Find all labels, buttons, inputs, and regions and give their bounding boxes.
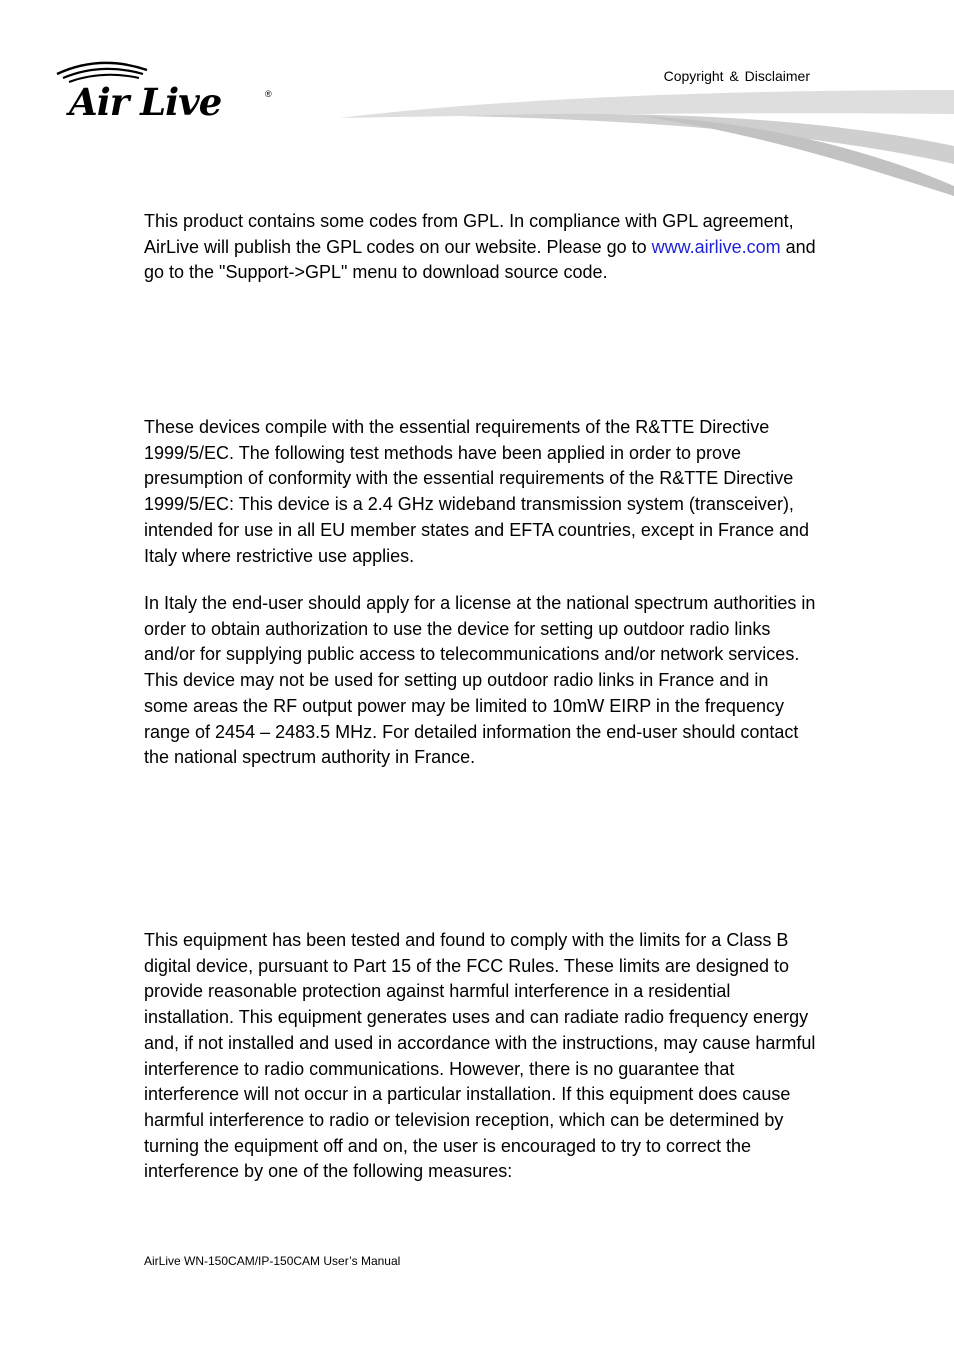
header-swoosh	[340, 86, 954, 198]
footer-manual-title: AirLive WN-150CAM/IP-150CAM User’s Manual	[144, 1254, 401, 1268]
section-title: Copyright & Disclaimer	[663, 68, 810, 84]
gpl-text-after: and go to the "Support->GPL" menu to download source code.	[144, 236, 816, 283]
registered-mark: ®	[265, 89, 272, 99]
airlive-website-link[interactable]: www.airlive.com	[651, 236, 781, 257]
airlive-logo	[55, 58, 280, 128]
gpl-text-before: This product contains some codes from GPL. In compliance with GPL agreement, AirLive will publish the GPL codes on our website. Please go to	[144, 211, 794, 257]
logo-wordmark: Air Live	[69, 80, 222, 124]
fcc-paragraph: This equipment has been tested and found to comply with the limits for a Class B digital device, pursuant to Part 15 of the FCC Rules. These limits are designed to provide reasonable protection against harmful interference in a residential installation. This equipment generates uses and can radiate radio frequency energy and, if not installed and used in accordance with the instructions, may cause harmful interference to radio communications. However, there is no guarantee that interference will not occur in a particular installation. If this equipment does cause harmful interference to radio or television reception, which can be determined by turning the equipment off and on, the user is encouraged to try to correct the interference by one of the following measures:	[144, 930, 816, 1182]
italy-paragraph: In Italy the end-user should apply for a license at the national spectrum authorities in order to obtain authorization to use the device for setting up outdoor radio links and/or for supplying public access to telecommunications and/or network services. This device may not be used for setting up outdoor radio links in France and in some areas the RF output power may be limited to 10mW EIRP in the frequency range of 2454 – 2483.5 MHz. For detailed information the end-user should contact the national spectrum authority in France.	[144, 593, 816, 768]
gpl-notice	[144, 209, 816, 286]
rtte-paragraph: These devices compile with the essential requirements of the R&TTE Directive 1999/5/EC. The following test methods have been applied in order to prove presumption of conformity with the essential requirements of the R&TTE Directive 1999/5/EC: This device is a 2.4 GHz wideband transmission system (transceiver), intended for use in all EU member states and EFTA countries, except in France and Italy where restrictive use applies.	[144, 417, 810, 566]
